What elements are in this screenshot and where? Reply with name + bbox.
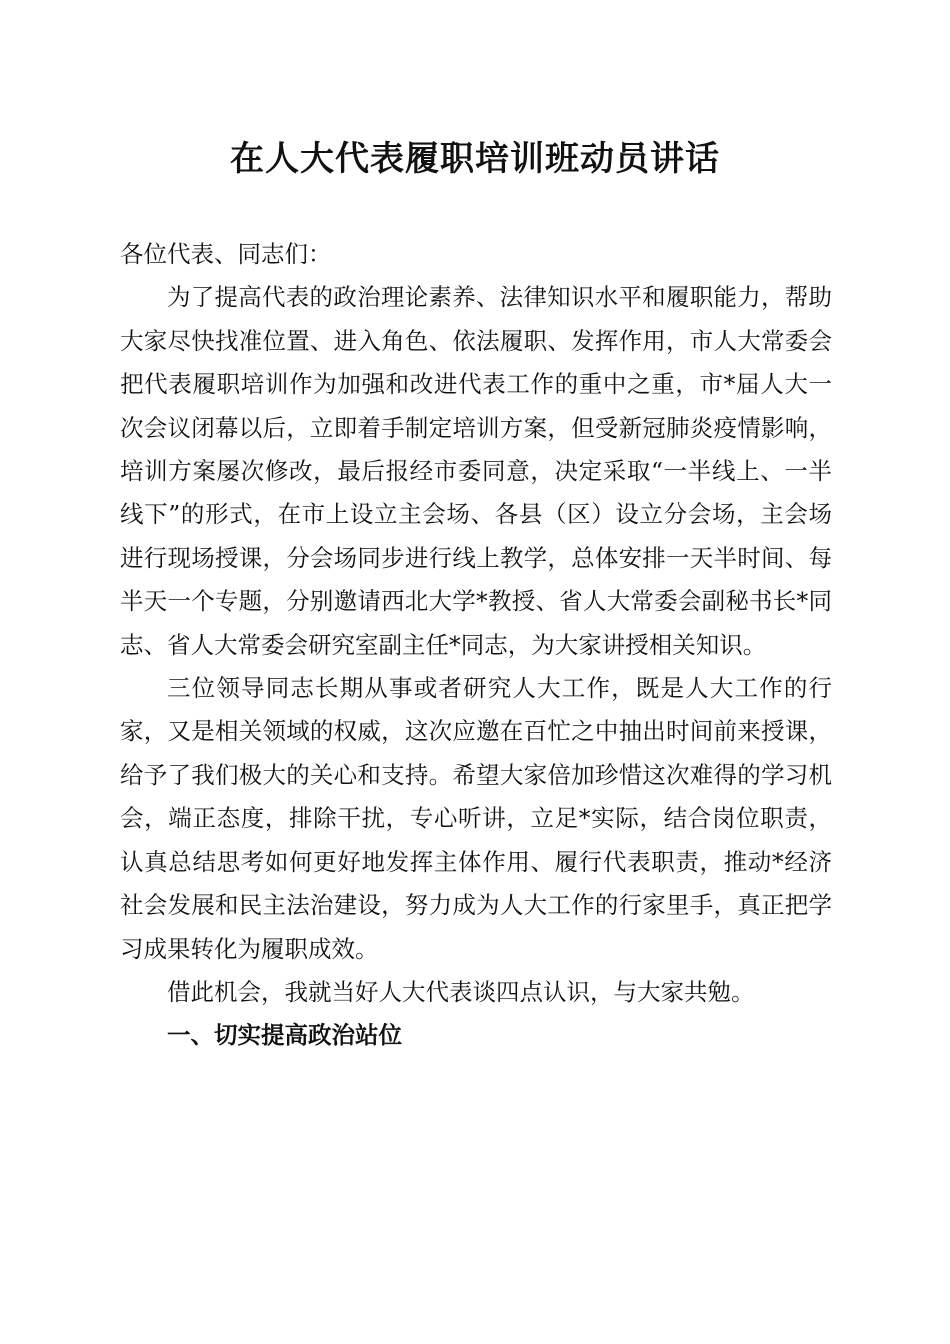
document-body xyxy=(120,233,832,1058)
salutation: 各位代表、同志们： xyxy=(120,240,332,268)
document-title: 在人大代表履职培训班动员讲话 xyxy=(230,139,720,179)
paragraph-2: 三位领导同志长期从事或者研究人大工作，既是人大工作的行家，又是相关领域的权威，这次应邀在百忙之中抽出时间前来授课，给予了我们极大的关心和支持。希望大家倍加珍惜这次难得的学习机会，端正态度，排除干扰，专心听讲，立足*实际，结合岗位职责，认真总结思考如何更好地发挥主体作用、履行代表职责，推动*经济社会发展和民主法治建设，努力成为人大工作的行家里手，真正把学习成果转化为履职成效。 xyxy=(120,674,832,963)
section-heading: 一、切实提高政治站位 xyxy=(167,1021,402,1050)
paragraph-3: 借此机会，我就当好人大代表谈四点认识，与大家共勉。 xyxy=(167,977,755,1006)
paragraph-1: 为了提高代表的政治理论素养、法律知识水平和履职能力，帮助大家尽快找准位置、进入角色、依法履职、发挥作用，市人大常委会把代表履职培训作为加强和改进代表工作的重中之重，市*届人大一次会议闭幕以后，立即着手制定培训方案，但受新冠肺炎疫情影响，培训方案屡次修改，最后报经市委同意，决定采取“一半线上、一半线下”的形式，在市上设立主会场、各县（区）设立分会场，主会场进行现场授课，分会场同步进行线上教学，总体安排一天半时间、每半天一个专题，分别邀请西北大学*教授、省人大常委会副秘书长*同志、省人大常委会研究室副主任*同志，为大家讲授相关知识。 xyxy=(120,283,832,659)
